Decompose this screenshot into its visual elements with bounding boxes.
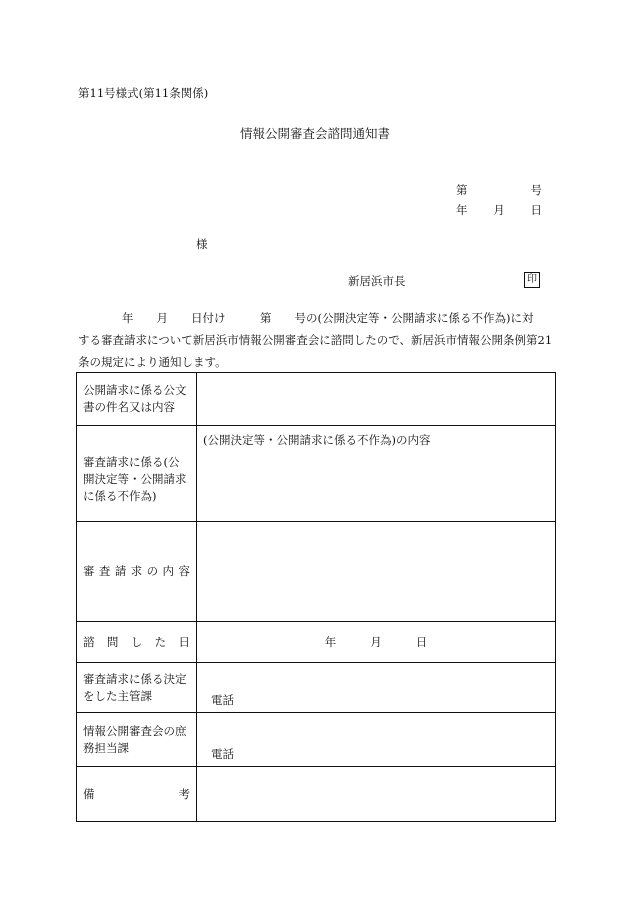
row-label-decision: 審査請求に係る(公開決定等・公開請求に係る不作為) (77, 426, 197, 522)
document-title: 情報公開審査会諮問通知書 (239, 126, 390, 141)
label-char: 諮 (83, 634, 95, 649)
table-row (77, 767, 556, 822)
addressee-suffix: 様 (196, 237, 208, 251)
inquiry-form-table (76, 372, 556, 822)
label-char: 求 (130, 564, 143, 578)
form-number: 第11号様式(第11条関係) (78, 86, 209, 100)
reference-day: 日 (530, 203, 542, 217)
label-char: 日 (178, 634, 190, 649)
responsible-division-field[interactable] (197, 663, 556, 713)
remarks-label-right: 考 (178, 786, 190, 801)
row-label-responsible-division: 審査請求に係る決定をした主管課 (77, 663, 197, 713)
inquiry-month: 月 (370, 635, 382, 649)
reference-number (456, 180, 542, 200)
table-row (77, 663, 556, 713)
document-subject-field[interactable] (197, 373, 556, 426)
label-char: 審 (83, 564, 95, 578)
seal-mark: 印 (524, 272, 540, 288)
council-division-phone-label: 電話 (211, 747, 234, 761)
reference-month: 月 (493, 203, 505, 217)
label-char: 請 (114, 564, 127, 578)
inquiry-year: 年 (324, 635, 337, 649)
decision-content-caption: (公開決定等・公開請求に係る不作為)の内容 (203, 433, 431, 447)
inquiry-day: 日 (415, 635, 428, 649)
notice-line-3: 条の規定により通知します。 (78, 355, 227, 369)
label-char: の (146, 564, 159, 578)
label-char: 査 (98, 564, 111, 578)
notice-line-1: 年 月 日付け 第 号の(公開決定等・公開請求に係る不作為)に対 (122, 311, 534, 325)
table-row (77, 522, 556, 622)
reference-number-prefix: 第 (456, 183, 468, 197)
label-char: し (130, 634, 143, 649)
request-content-field[interactable] (197, 522, 556, 622)
reference-year: 年 (456, 203, 468, 217)
row-label-request-content (77, 522, 197, 622)
remarks-label-left: 備 (83, 786, 95, 801)
inquiry-date-field[interactable] (197, 622, 556, 663)
row-label-council-division: 情報公開審査会の庶務担当課 (77, 713, 197, 767)
reference-date (456, 200, 542, 220)
table-row (77, 622, 556, 663)
table-row (77, 373, 556, 426)
table-row (77, 713, 556, 767)
notice-body (78, 307, 554, 373)
label-char: 内 (162, 564, 175, 578)
row-label-document-subject: 公開請求に係る公文書の件名又は内容 (77, 373, 197, 426)
sender-name: 新居浜市長 (348, 274, 406, 288)
decision-field[interactable] (197, 426, 556, 522)
remarks-field[interactable] (197, 767, 556, 822)
reference-number-suffix: 号 (530, 183, 542, 197)
label-char: 容 (178, 564, 190, 578)
council-division-field[interactable] (197, 713, 556, 767)
label-char: た (154, 634, 167, 649)
notice-line-2: する審査請求について新居浜市情報公開審査会に諮問したので、新居浜市情報公開条例第21 (78, 333, 553, 347)
label-char: 問 (106, 634, 119, 649)
responsible-division-phone-label: 電話 (211, 693, 234, 707)
row-label-inquiry-date (77, 622, 197, 663)
row-label-remarks (77, 767, 197, 822)
reference-block (456, 180, 542, 220)
table-row (77, 426, 556, 522)
